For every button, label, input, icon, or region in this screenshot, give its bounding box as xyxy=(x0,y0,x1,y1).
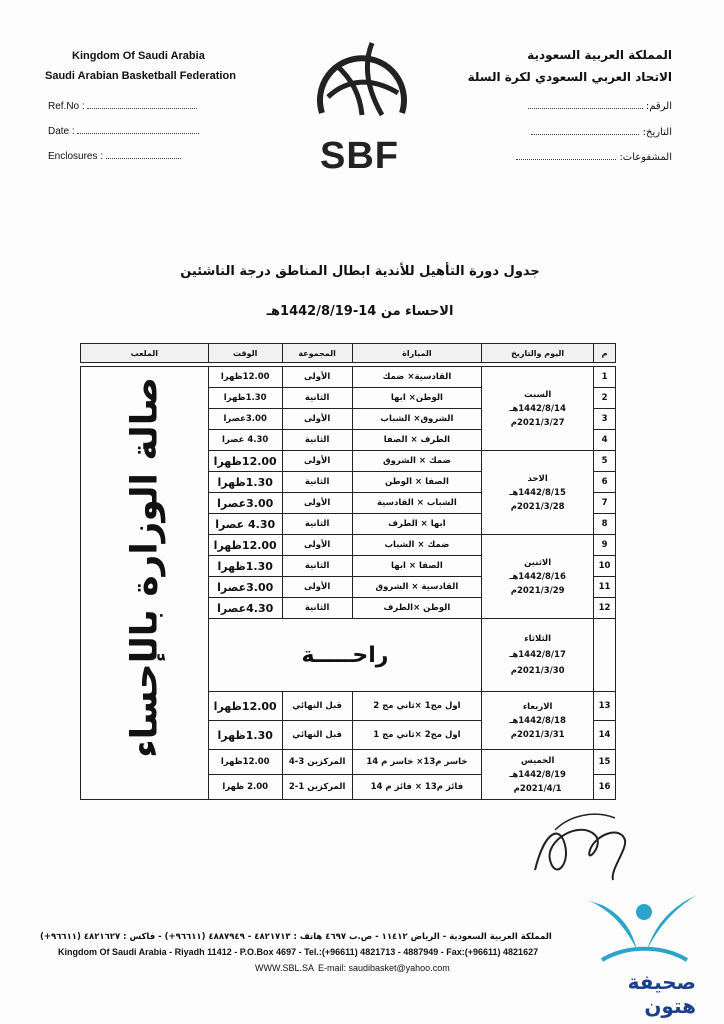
day-greg: 2021/4/1م xyxy=(513,783,562,794)
day-greg: 2021/3/29م xyxy=(510,585,565,596)
ref-dots-ar xyxy=(528,100,643,109)
row-num: 7 xyxy=(594,493,616,514)
row-num: 1 xyxy=(594,367,616,388)
day-greg: 2021/3/27م xyxy=(510,417,565,428)
row-num: 11 xyxy=(594,577,616,598)
table-row xyxy=(81,367,616,388)
group-cell: الأولى xyxy=(282,493,352,514)
time-cell: 4.30عصرا xyxy=(208,598,282,619)
date-label-ar: التاريخ: xyxy=(642,127,672,138)
row-num: 3 xyxy=(594,409,616,430)
match-cell: ضمك × الشباب xyxy=(352,535,482,556)
enclosures-label: Enclosures : xyxy=(48,151,104,162)
day-hijri: 1442/8/18هـ xyxy=(509,715,566,726)
day-hijri: 1442/8/16هـ xyxy=(509,571,566,582)
day-name: الثلاثاء xyxy=(524,634,552,644)
row-num: 5 xyxy=(594,451,616,472)
time-cell: 12.00ظهرا xyxy=(208,451,282,472)
rest-cell xyxy=(208,619,482,692)
match-cell: الوطن ×الطرف xyxy=(352,598,482,619)
row-num: 6 xyxy=(594,472,616,493)
day-cell xyxy=(482,451,594,535)
group-cell: المركزين 3-4 xyxy=(282,750,352,775)
group-cell: الأولى xyxy=(282,451,352,472)
day-hijri: 1442/8/19هـ xyxy=(509,769,566,780)
date-label: Date : xyxy=(48,126,75,137)
time-cell: 12.00ظهرا xyxy=(208,367,282,388)
time-cell: 12.00ظهرا xyxy=(208,535,282,556)
header-num: م xyxy=(594,344,616,363)
row-num: 14 xyxy=(594,721,616,750)
date-dots-ar xyxy=(531,126,639,135)
header-venue: الملعب xyxy=(81,344,209,363)
federation-name-en: Saudi Arabian Basketball Federation xyxy=(45,70,236,82)
row-num: 15 xyxy=(594,750,616,775)
match-cell: ابها × الطرف xyxy=(352,514,482,535)
match-cell: ضمك × الشروق xyxy=(352,451,482,472)
time-cell: 3.00عصرا xyxy=(208,409,282,430)
group-cell: الثانية xyxy=(282,514,352,535)
day-name: السبت xyxy=(524,389,552,400)
day-name: الاحد xyxy=(527,473,548,484)
enclosures-label-ar: المشفوعات: xyxy=(619,152,672,163)
ref-label: Ref.No : xyxy=(48,101,85,112)
day-hijri: 1442/8/14هـ xyxy=(509,403,566,414)
day-name: الاثنين xyxy=(524,557,552,568)
group-cell: الأولى xyxy=(282,535,352,556)
time-cell: 12.00ظهرا xyxy=(208,692,282,721)
row-num-empty xyxy=(594,619,616,692)
group-cell: الأولى xyxy=(282,577,352,598)
day-name: الاربعاء xyxy=(522,701,553,712)
time-cell: 4.30 عصرا xyxy=(208,514,282,535)
footer-address-ar: المملكة العربية السعودية - الرياض ١١٤١٢ - ص.ب ٤٦٩٧ هاتف : ٤٨٢١٧١٣ - ٤٨٨٧٩٤٩ (٩٦٦١١+) - فاكس : ٤٨٢١٦٢٧ (٩٦٦١١+) xyxy=(40,932,552,942)
group-cell: المركزين 1-2 xyxy=(282,775,352,800)
header-group: المجموعة xyxy=(282,344,352,363)
rest-label: راحـــــة xyxy=(301,642,389,668)
date-field xyxy=(48,125,199,137)
group-cell: قبل النهائي xyxy=(282,692,352,721)
watermark-bird-icon xyxy=(582,890,702,980)
time-cell: 12.00ظهرا xyxy=(208,750,282,775)
venue-text: صالة الوزارة بالإحساء xyxy=(124,377,166,758)
page-title: جدول دورة التأهيل للأندية ابطال المناطق درجة الناشئين xyxy=(180,264,540,279)
venue-cell xyxy=(81,367,209,800)
signature xyxy=(525,810,635,894)
match-cell: اول مج1 ×ثاني مج 2 xyxy=(352,692,482,721)
ref-field-ar xyxy=(528,100,672,112)
page-subtitle: الاحساء من 14-1442/8/19هـ xyxy=(266,304,454,319)
match-cell: الصفا × الوطن xyxy=(352,472,482,493)
enclosures-dots-ar xyxy=(516,151,616,160)
row-num: 16 xyxy=(594,775,616,800)
footer-website[interactable]: WWW.SBL.SA xyxy=(255,963,315,973)
schedule-table-wrapper xyxy=(80,343,616,800)
row-num: 2 xyxy=(594,388,616,409)
enclosures-field xyxy=(48,150,181,162)
watermark-text: صحيفة هتون xyxy=(627,970,696,1018)
schedule-table xyxy=(80,343,616,800)
table-header-row xyxy=(81,344,616,363)
logo-text: SBF xyxy=(320,135,399,177)
federation-name-ar: الاتحاد العربي السعودي لكرة السلة xyxy=(467,70,672,84)
row-num: 8 xyxy=(594,514,616,535)
match-cell: الشباب × القادسية xyxy=(352,493,482,514)
footer-address-en: Kingdom Of Saudi Arabia - Riyadh 11412 - P.O.Box 4697 - Tel.:(+96611) 4821713 - 4887949 - Fax:(+96611) 4821627 xyxy=(58,947,539,957)
header-day: اليوم والتاريخ xyxy=(482,344,594,363)
group-cell: الثانية xyxy=(282,388,352,409)
day-greg: 2021/3/31م xyxy=(510,729,565,740)
match-cell: اول مج2 ×ثاني مج 1 xyxy=(352,721,482,750)
date-dots xyxy=(77,125,199,134)
watermark-logo xyxy=(582,890,702,1018)
group-cell: الأولى xyxy=(282,367,352,388)
match-cell: الطرف × الصفا xyxy=(352,430,482,451)
day-hijri: 1442/8/17هـ xyxy=(509,650,566,660)
match-cell: الصفا × ابها xyxy=(352,556,482,577)
time-cell: 1.30ظهرا xyxy=(208,556,282,577)
date-field-ar xyxy=(531,126,672,138)
time-cell: 4.30 عصرا xyxy=(208,430,282,451)
match-cell: القادسية × الشروق xyxy=(352,577,482,598)
row-num: 9 xyxy=(594,535,616,556)
enclosures-dots xyxy=(106,150,181,159)
time-cell: 3.00عصرا xyxy=(208,577,282,598)
row-num: 4 xyxy=(594,430,616,451)
day-cell xyxy=(482,750,594,800)
day-name: الخميس xyxy=(520,755,555,766)
row-num: 13 xyxy=(594,692,616,721)
header-time: الوقت xyxy=(208,344,282,363)
day-greg: 2021/3/28م xyxy=(510,501,565,512)
row-num: 10 xyxy=(594,556,616,577)
time-cell: 1.30ظهرا xyxy=(208,721,282,750)
ref-dots xyxy=(87,100,197,109)
match-cell: القادسية× ضمك xyxy=(352,367,482,388)
day-cell xyxy=(482,535,594,619)
time-cell: 1.30ظهرا xyxy=(208,472,282,493)
day-hijri: 1442/8/15هـ xyxy=(509,487,566,498)
footer-email[interactable]: E-mail: saudibasket@yahoo.com xyxy=(318,963,450,973)
time-cell: 1.30ظهرا xyxy=(208,388,282,409)
row-num: 12 xyxy=(594,598,616,619)
ref-field xyxy=(48,100,197,112)
org-name-en: Kingdom Of Saudi Arabia xyxy=(72,50,205,62)
sbf-logo xyxy=(312,35,412,185)
group-cell: الثانية xyxy=(282,472,352,493)
match-cell: خاسر م13× خاسر م 14 xyxy=(352,750,482,775)
day-cell xyxy=(482,619,594,692)
time-cell: 3.00عصرا xyxy=(208,493,282,514)
enclosures-field-ar xyxy=(516,151,672,163)
match-cell: الشروق× الشباب xyxy=(352,409,482,430)
match-cell: فائز م13 × فائز م 14 xyxy=(352,775,482,800)
day-cell xyxy=(482,367,594,451)
org-name-ar: المملكة العربية السعودية xyxy=(527,48,672,62)
signature-scribble-icon xyxy=(525,810,635,890)
ref-label-ar: الرقم: xyxy=(645,101,672,112)
day-greg: 2021/3/30م xyxy=(510,666,565,676)
match-cell: الوطن× ابها xyxy=(352,388,482,409)
day-cell xyxy=(482,692,594,750)
group-cell: قبل النهائي xyxy=(282,721,352,750)
group-cell: الأولى xyxy=(282,409,352,430)
group-cell: الثانية xyxy=(282,430,352,451)
group-cell: الثانية xyxy=(282,598,352,619)
time-cell: 2.00 ظهرا xyxy=(208,775,282,800)
header-match: المباراة xyxy=(352,344,482,363)
group-cell: الثانية xyxy=(282,556,352,577)
